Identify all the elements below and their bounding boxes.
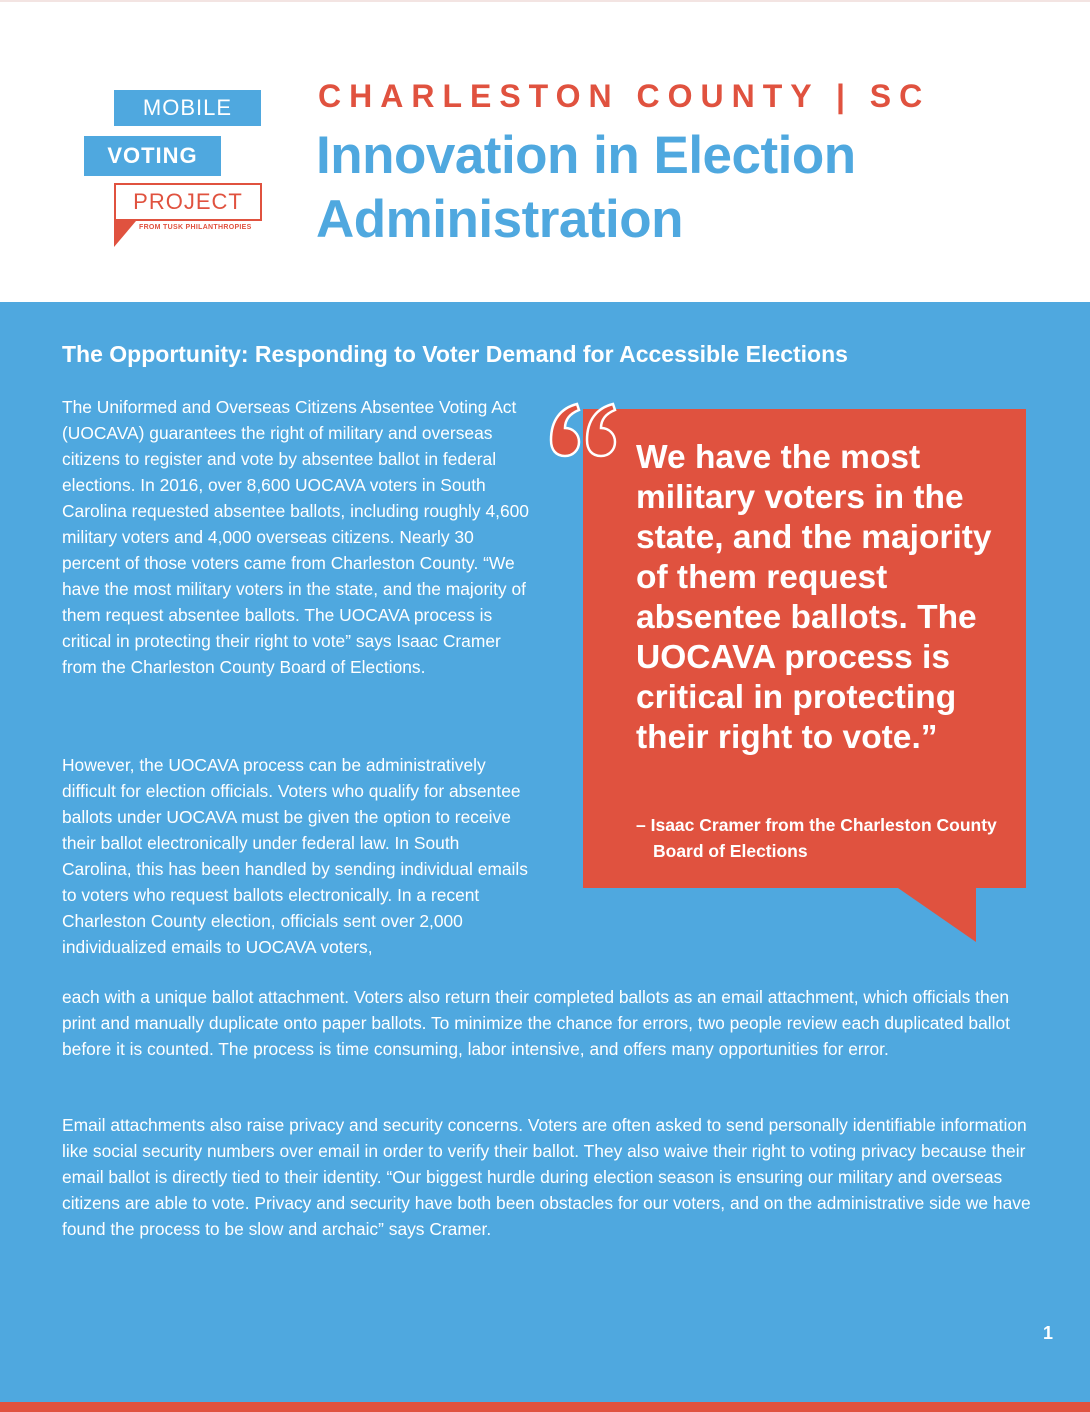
mobile-voting-project-logo (84, 90, 266, 250)
paragraph-difficulty: However, the UOCAVA process can be administratively difficult for election officials. Voters who qualify for absentee ballots under UOCAVA must be given the option to receive their ballot electronically under federal law. In South Carolina, this has been handled by sending individual emails to voters who request ballots electronically. In a recent Charleston County election, officials sent over 2,000 individualized emails to UOCAVA voters, (62, 755, 528, 957)
logo-speech-tail (114, 221, 136, 247)
page-number: 1 (1043, 1323, 1054, 1343)
logo-tagline: FROM TUSK PHILANTHROPIES (139, 224, 252, 231)
top-divider (0, 0, 1090, 2)
paragraph-privacy: Email attachments also raise privacy and security concerns. Voters are often asked to send personally identifiable information like social security numbers over email in order to verify their ballot. They also waive their right to voting privacy because their email ballot is directly tied to their identity. “Our biggest hurdle during election season is ensuring our military and overseas citizens are able to vote. Privacy and security have both been obstacles for our voters, and on the administrative side we have found the process to be slow and archaic” says Cramer. (62, 1115, 1031, 1239)
logo-project-label: PROJECT (114, 183, 262, 221)
quote-callout-tail (898, 888, 976, 942)
paragraph-process: each with a unique ballot attachment. Voters also return their completed ballots as an email attachment, which officials then print and manually duplicate onto paper ballots. To minimize the chance for errors, two people review each duplicated ballot before it is counted. The process is time consuming, labor intensive, and offers many opportunities for error. (62, 987, 1011, 1059)
paragraph-intro: The Uniformed and Overseas Citizens Absentee Voting Act (UOCAVA) guarantees the right of military and overseas citizens to register and vote by absentee ballot in federal elections. In 2016, over 8,600 UOCAVA voters in South Carolina requested absentee ballots, including roughly 4,600 military voters and 4,000 overseas citizens. Nearly 30 percent of those voters came from Charleston County. “We have the most military voters in the state, and the majority of them request absentee ballots. The UOCAVA process is critical in protecting their right to vote” says Isaac Cramer from the Charleston County Board of Elections. (62, 397, 529, 677)
section-heading: The Opportunity: Responding to Voter Demand for Accessible Elections (62, 341, 848, 367)
location-eyebrow: CHARLESTON COUNTY | SC (318, 78, 931, 114)
pull-quote-text: We have the most military voters in the state, and the majority of them request absentee ballots. The UOCAVA process is critical in protecting their right to vote.” (636, 439, 992, 756)
pull-quote-attribution: – Isaac Cramer from the Charleston County Board of Elections (636, 815, 997, 861)
page-title: Innovation in Election Administration (316, 126, 856, 249)
logo-mobile-label: MOBILE (114, 90, 261, 126)
quote-marks-icon (545, 400, 625, 462)
bottom-accent-strip (0, 1402, 1090, 1412)
logo-voting-label: VOTING (84, 136, 221, 176)
